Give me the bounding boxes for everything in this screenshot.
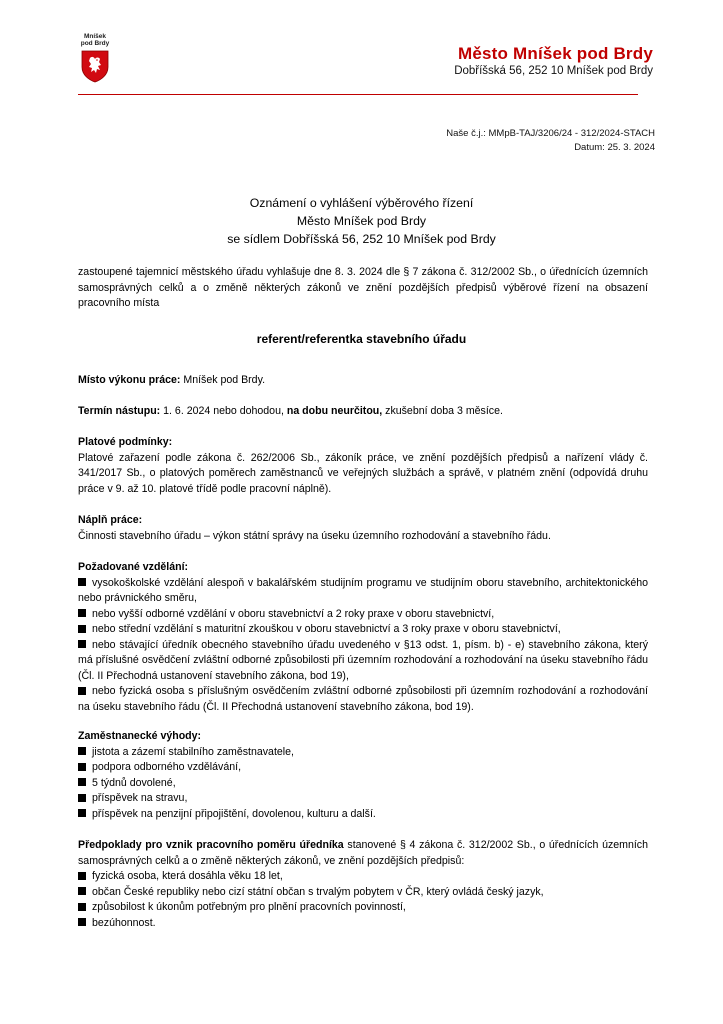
bullet-icon xyxy=(78,778,86,786)
bullet-icon xyxy=(78,918,86,926)
bullet-icon xyxy=(78,687,86,695)
education-list xyxy=(78,576,648,716)
duties-text: Činnosti stavebního úřadu – výkon státní správy na úseku územního rozhodování a stavebního řádu. xyxy=(78,529,551,542)
benefits-list xyxy=(78,745,648,823)
start-value-2: zkušební doba 3 měsíce. xyxy=(382,405,503,417)
benefits-section xyxy=(78,729,648,822)
start-date xyxy=(78,404,648,420)
bullet-icon xyxy=(78,578,86,586)
reference-number: Naše č.j.: MMpB-TAJ/3206/24 - 312/2024-STACH xyxy=(446,128,655,139)
start-value-bold: na dobu neurčitou, xyxy=(286,405,383,417)
town-logo xyxy=(78,33,112,83)
list-item: způsobilost k úkonům potřebným pro plnění pracovních povinností, xyxy=(78,900,648,916)
logo-text-line2: pod Brdy xyxy=(80,40,110,47)
education-section xyxy=(78,560,648,715)
benefits-heading: Zaměstnanecké výhody: xyxy=(78,730,202,742)
list-item: vysokoškolské vzdělání alespoň v bakalářském studijním programu ve studijním oboru stavebního, architektonického nebo právnického směru, xyxy=(78,576,648,604)
list-item: příspěvek na stravu, xyxy=(78,791,648,807)
bullet-icon xyxy=(78,903,86,911)
bullet-icon xyxy=(78,809,86,817)
bullet-icon xyxy=(78,747,86,755)
bullet-icon xyxy=(78,625,86,633)
place-of-work xyxy=(78,373,648,389)
bullet-icon xyxy=(78,794,86,802)
prerequisites-section xyxy=(78,838,648,931)
list-item: příspěvek na penzijní připojištění, dovolenou, kulturu a další. xyxy=(78,807,648,823)
list-item: fyzická osoba, která dosáhla věku 18 let, xyxy=(78,869,648,885)
prerequisites-list xyxy=(78,869,648,931)
announcement-title: Oznámení o vyhlášení výběrového řízení xyxy=(249,196,474,210)
start-label: Termín nástupu: xyxy=(78,405,161,417)
bullet-icon xyxy=(78,763,86,771)
salary-text: Platové zařazení podle zákona č. 262/2006 Sb., zákoník práce, ve znění pozdějších předpisů a nařízení vlády č. 341/2017 Sb., o platových poměrech zaměstnanců ve veřejných službách a správě, v platném znění (odpovídá druhu práce v 9. až 10. platové třídě podle pracovní náplně). xyxy=(78,451,648,495)
list-item: bezúhonnost. xyxy=(78,916,648,932)
list-item: nebo stávající úředník obecného stavebního úřadu uvedeného v §13 odst. 1, písm. b) - e) stavebního zákona, který má příslušné osvědčení zvláštní odborné způsobilosti při územním rozhodování a rozhodování na úseku stavebního řádu (Čl. II Přechodná ustanovení stavebního zákona, bod 19), xyxy=(78,638,648,682)
town-name: Město Mníšek pod Brdy xyxy=(457,44,653,63)
job-title: referent/referentka stavebního úřadu xyxy=(256,332,467,346)
announcement-seat: se sídlem Dobříšská 56, 252 10 Mníšek pod Brdy xyxy=(227,232,496,246)
prerequisites-heading-rest: stanovené § 4 zákona č. 312/2002 Sb., o úřednících územních samosprávných celků a o změně některých zákonů, ve znění pozdějších předpisů: xyxy=(78,839,648,867)
coat-of-arms-icon xyxy=(80,49,110,83)
salary-section xyxy=(78,435,648,497)
list-item: občan České republiky nebo cizí státní občan s trvalým pobytem v ČR, který ovládá český jazyk, xyxy=(78,885,648,901)
list-item: 5 týdnů dovolené, xyxy=(78,776,648,792)
reference-date: Datum: 25. 3. 2024 xyxy=(574,142,655,153)
duties-section xyxy=(78,513,648,544)
place-value: Mníšek pod Brdy. xyxy=(180,374,266,386)
place-label: Místo výkonu práce: xyxy=(78,374,181,386)
announcement-intro: zastoupené tajemnicí městského úřadu vyhlašuje dne 8. 3. 2024 dle § 7 zákona č. 312/2002 Sb., o úřednících územních samosprávných celků a o změně některých zákonů ve znění pozdějších předpisů výběrové řízení na obsazení pracovního místa xyxy=(78,266,648,309)
bullet-icon xyxy=(78,887,86,895)
town-address: Dobříšská 56, 252 10 Mníšek pod Brdy xyxy=(454,65,653,77)
prerequisites-intro xyxy=(78,838,648,869)
bullet-icon xyxy=(78,609,86,617)
logo-text-line1: Mníšek xyxy=(83,33,107,40)
list-item: podpora odborného vzdělávání, xyxy=(78,760,648,776)
education-heading: Požadované vzdělání: xyxy=(78,561,189,573)
prerequisites-heading: Předpoklady pro vznik pracovního poměru úředníka xyxy=(78,839,344,851)
duties-heading: Náplň práce: xyxy=(78,514,143,526)
list-item: jistota a zázemí stabilního zaměstnavatele, xyxy=(78,745,648,761)
bullet-icon xyxy=(78,640,86,648)
list-item: nebo fyzická osoba s příslušným osvědčením zvláštní odborné způsobilosti při územním rozhodování a rozhodování na úseku stavebního řádu (Čl. II Přechodná ustanovení stavebního zákona, bod 19). xyxy=(78,685,648,713)
start-value-1: 1. 6. 2024 nebo dohodou, xyxy=(160,405,287,417)
salary-heading: Platové podmínky: xyxy=(78,436,173,448)
bullet-icon xyxy=(78,872,86,880)
header-divider xyxy=(78,94,638,95)
list-item: nebo vyšší odborné vzdělání v oboru stavebnictví a 2 roky praxe v oboru stavebnictví, xyxy=(78,607,648,623)
list-item: nebo střední vzdělání s maturitní zkouškou v oboru stavebnictví a 3 roky praxe v oboru stavebnictví, xyxy=(78,622,648,638)
announcement-town: Město Mníšek pod Brdy xyxy=(296,214,427,228)
